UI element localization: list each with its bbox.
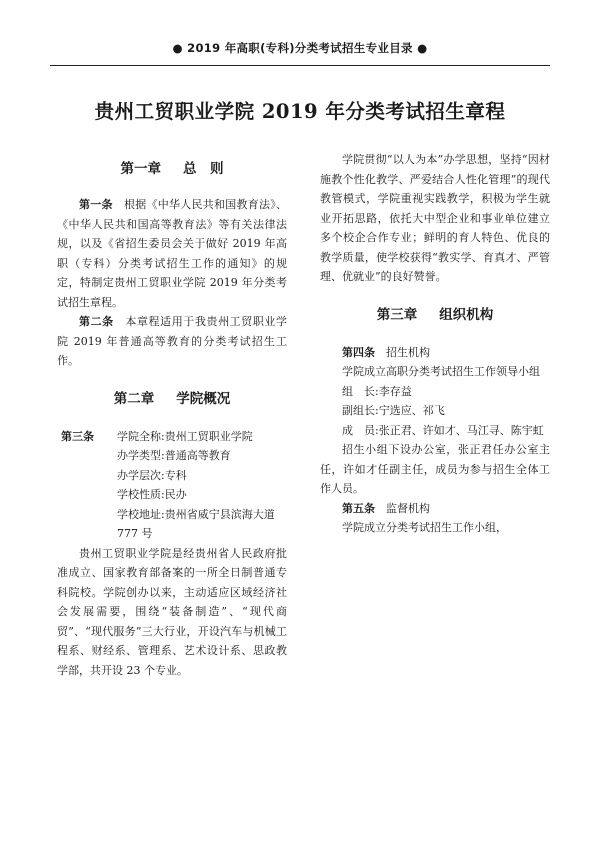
- article5-label: 第五条: [342, 501, 375, 515]
- chapter2-number: 第二章: [113, 390, 155, 407]
- org-line-deputy: 副组长:宁选应、祁飞: [342, 404, 445, 417]
- chapter2-heading: [57, 389, 287, 409]
- info-school-nature: 学校性质:民办: [117, 488, 187, 501]
- org-line-leading-group: 学院成立高职分类考试招生工作领导小组: [342, 365, 540, 378]
- org-line-members: 成 员:张正君、许如才、马江寻、陈宇虹: [342, 423, 544, 437]
- chapter3-number: 第三章: [376, 306, 418, 323]
- chapter3-title: 组织机构: [439, 306, 494, 323]
- info-school-type: 办学类型:普通高等教育: [117, 449, 231, 462]
- article2-label: 第二条: [79, 315, 114, 328]
- info-row-type: [57, 446, 287, 466]
- info-row-name: [57, 427, 287, 447]
- document-title: 贵州工贸职业学院 2019 年分类考试招生章程: [94, 100, 506, 123]
- article5: [320, 499, 550, 519]
- info-school-address: 学校地址:贵州省威宁县滨海大道 777 号: [117, 507, 275, 540]
- info-full-name: 学院全称:贵州工贸职业学院: [117, 429, 253, 443]
- article2-text: 本章程适用于我贵州工贸职业学院 2019 年普通高等教育的分类考试招生工作。: [57, 315, 288, 367]
- article4-text: 招生机构: [386, 345, 430, 359]
- school-philosophy-paragraph: 学院贯彻“以人为本”办学思想，坚持“因材施教个性化教学、严爱结合人性化管理”的现代教管模式，学院重视实践教学，积极为学生就业开拓思路，依托大中型企业和事业单位建立多个校企合作专业；鲜明的育人特色、优良的教学质量，使学校获得“教实学、育真才、严管理、优就业”的良好赞誉。: [320, 153, 550, 283]
- article1-text: 根据《中华人民共和国教育法》、《中华人民共和国高等教育法》等有关法律法规，以及《省招生委员会关于做好 2019 年高职（专科）分类考试招生工作的通知》的规定，特制定贵州工贸职业学院 2019 年分类考试招生章程。: [57, 198, 287, 309]
- org-line-office: 招生小组下设办公室，张正君任办公室主任，许如才任副主任，成员为参与招生全体工作人员。: [320, 443, 550, 495]
- info-row-nature: [57, 485, 287, 505]
- school-intro-paragraph: 贵州工贸职业学院是经贵州省人民政府批准成立、国家教育部备案的一所全日制普通专科院校。学院创办以来，主动适应区域经济社会发展需要，围绕“装备制造”、“现代商贸”、“现代服务”三大行业，开设汽车与机械工程系、财经系、管理系、艺术设计系、思政教学部，共开设 23 个专业。: [57, 546, 287, 677]
- chapter1-number: 第一章: [120, 161, 161, 177]
- org-line-leader: 组 长:李存益: [342, 384, 412, 398]
- info-school-level: 办学层次:专科: [117, 468, 187, 482]
- running-header: ● 2019 年高职(专科)分类考试招生专业目录 ●: [172, 41, 428, 55]
- article1: [57, 195, 287, 312]
- chapter2-title: 学院概况: [176, 390, 231, 407]
- article4-label: 第四条: [342, 345, 375, 359]
- article5-text: 监督机构: [386, 501, 430, 515]
- article3-label: 第三条: [61, 429, 94, 443]
- left-column: [57, 150, 287, 680]
- header-rule: [50, 65, 550, 66]
- chapter3-heading: [320, 305, 550, 325]
- supervision-line: 学院成立分类考试招生工作小组，: [342, 521, 507, 534]
- article1-label: 第一条: [79, 198, 113, 211]
- info-row-address: [57, 505, 287, 544]
- chapter1-heading: [57, 159, 287, 179]
- right-column: [320, 150, 550, 538]
- article2: [57, 312, 287, 371]
- info-row-level: [57, 466, 287, 486]
- article4: [320, 343, 550, 363]
- chapter1-title: 总 则: [183, 161, 224, 177]
